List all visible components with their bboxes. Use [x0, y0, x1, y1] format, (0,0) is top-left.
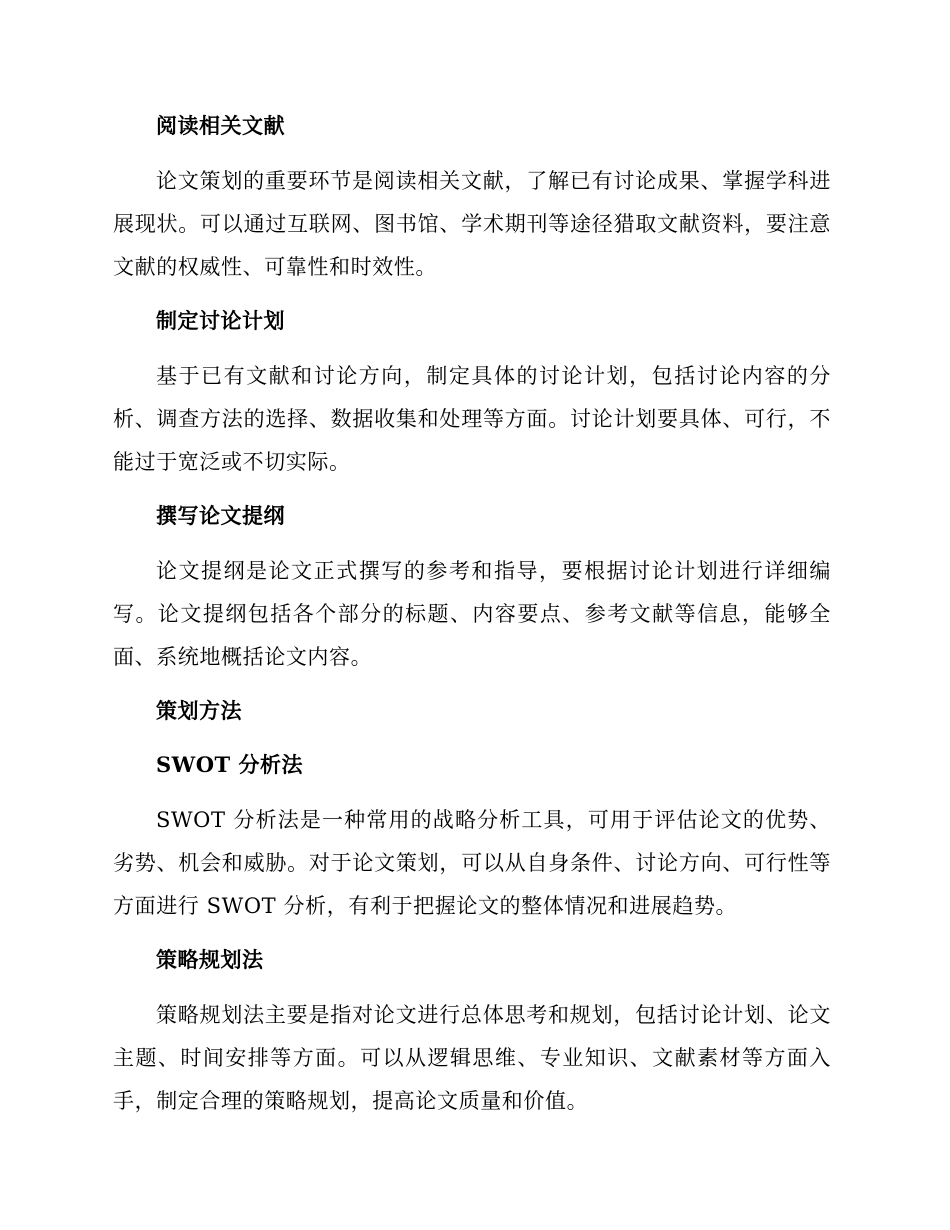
section-paragraph-read-literature: 论文策划的重要环节是阅读相关文献，了解已有讨论成果、掌握学科进展现状。可以通过互联网、图书馆、学术期刊等途径猎取文献资料，要注意文献的权威性、可靠性和时效性。 — [113, 169, 831, 279]
section-paragraph-swot: SWOT 分析法是一种常用的战略分析工具，可用于评估论文的优势、劣势、机会和威胁。对于论文策划，可以从自身条件、讨论方向、可行性等方面进行 SWOT 分析，有利于把握论文的整体情况和进展趋势。 — [113, 808, 831, 918]
section-heading-strategy-planning: 策略规划法 — [156, 947, 264, 972]
section-paragraph-outline: 论文提纲是论文正式撰写的参考和指导，要根据讨论计划进行详细编写。论文提纲包括各个部分的标题、内容要点、参考文献等信息，能够全面、系统地概括论文内容。 — [113, 559, 831, 669]
document-page — [113, 104, 831, 1123]
section-paragraph-research-plan: 基于已有文献和讨论方向，制定具体的讨论计划，包括讨论内容的分析、调查方法的选择、数据收集和处理等方面。讨论计划要具体、可行，不能过于宽泛或不切实际。 — [113, 364, 831, 474]
section-paragraph-strategy-planning: 策略规划法主要是指对论文进行总体思考和规划，包括讨论计划、论文主题、时间安排等方面。可以从逻辑思维、专业知识、文献素材等方面入手，制定合理的策略规划，提高论文质量和价值。 — [113, 1003, 831, 1113]
section-heading-read-literature: 阅读相关文献 — [156, 113, 285, 138]
section-heading-swot: SWOT 分析法 — [156, 752, 303, 777]
section-heading-planning-methods: 策划方法 — [156, 698, 242, 723]
section-heading-outline: 撰写论文提纲 — [156, 503, 285, 528]
section-heading-research-plan: 制定讨论计划 — [156, 308, 285, 333]
